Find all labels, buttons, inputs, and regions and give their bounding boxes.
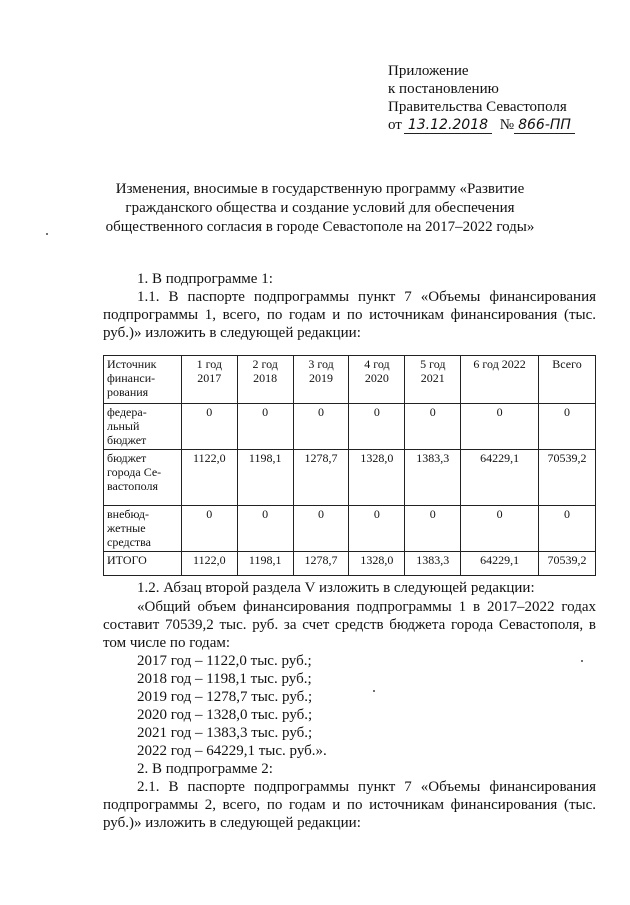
- table-cell: 1278,7: [293, 552, 349, 576]
- table-cell: внебюд-жетные средства: [104, 506, 182, 552]
- table-cell: 1328,0: [349, 552, 405, 576]
- table-cell: ИТОГО: [104, 552, 182, 576]
- table-cell: 1278,7: [293, 450, 349, 506]
- table-header-cell: 4 год 2020: [349, 356, 405, 404]
- list-item: 2018 год – 1198,1 тыс. руб.;: [137, 671, 312, 687]
- scan-speck: [46, 233, 48, 235]
- date-prefix: от: [388, 117, 402, 133]
- table-cell: 0: [461, 506, 539, 552]
- document-title: Изменения, вносимые в государственную программу «Развитие гражданского общества и создание условий для обеспечения общественного согласия в городе Севастополе на 2017–2022 годы»: [105, 181, 535, 235]
- table-cell: 0: [237, 404, 293, 450]
- table-row: [104, 404, 596, 450]
- scan-speck: [373, 690, 375, 692]
- handwritten-date: 13.12.2018: [404, 118, 492, 134]
- list-item: 2019 год – 1278,7 тыс. руб.;: [137, 689, 313, 705]
- list-item: 2020 год – 1328,0 тыс. руб.;: [137, 707, 313, 723]
- appendix-line-2: к постановлению: [388, 81, 499, 97]
- table-cell: 0: [539, 506, 596, 552]
- appendix-line-3: Правительства Севастополя: [388, 99, 567, 115]
- table-header-row: [104, 356, 596, 404]
- table-row: [104, 506, 596, 552]
- table-cell: 0: [405, 506, 461, 552]
- section-1-2-heading: 1.2. Абзац второй раздела V изложить в следующей редакции:: [137, 580, 535, 596]
- table-cell: 0: [539, 404, 596, 450]
- section-1-heading: 1. В подпрограмме 1:: [137, 271, 273, 287]
- year-list: [137, 652, 327, 760]
- appendix-block: [388, 62, 575, 134]
- table-cell: 0: [293, 404, 349, 450]
- paragraph-1-1: 1.1. В паспорте подпрограммы пункт 7 «Объемы финансирования подпрограммы 1, всего, по годам и по источникам финансирования (тыс. руб.)» изложить в следующей редакции:: [103, 289, 596, 341]
- table-cell: 0: [405, 404, 461, 450]
- financing-table: [103, 355, 596, 576]
- table-cell: 70539,2: [539, 552, 596, 576]
- table-header-cell: 5 год 2021: [405, 356, 461, 404]
- table-cell: 1383,3: [405, 552, 461, 576]
- section-2-heading: 2. В подпрограмме 2:: [137, 761, 273, 777]
- scan-speck: [581, 660, 583, 662]
- table-cell: 1383,3: [405, 450, 461, 506]
- appendix-date-line: [388, 116, 575, 134]
- list-item: 2022 год – 64229,1 тыс. руб.».: [137, 743, 327, 759]
- table-header-cell: 2 год 2018: [237, 356, 293, 404]
- table-cell: 1122,0: [181, 450, 237, 506]
- table-cell: 0: [349, 404, 405, 450]
- table-cell: 64229,1: [461, 450, 539, 506]
- table-cell: 1122,0: [181, 552, 237, 576]
- list-item: 2017 год – 1122,0 тыс. руб.;: [137, 653, 312, 669]
- table-cell: 1198,1: [237, 450, 293, 506]
- table-cell: 0: [349, 506, 405, 552]
- table-header-cell: Всего: [539, 356, 596, 404]
- table-header-cell: Источник финанси-рования: [104, 356, 182, 404]
- table-cell: 0: [181, 506, 237, 552]
- table-cell: 0: [237, 506, 293, 552]
- table-header-cell: 6 год 2022: [461, 356, 539, 404]
- paragraph-2-1: 2.1. В паспорте подпрограммы пункт 7 «Объемы финансирования подпрограммы 2, всего, по годам и по источникам финансирования (тыс. руб.)» изложить в следующей редакции:: [103, 779, 596, 831]
- table-header-cell: 3 год 2019: [293, 356, 349, 404]
- number-prefix: №: [499, 117, 515, 133]
- table-header-cell: 1 год 2017: [181, 356, 237, 404]
- table-cell: бюджет города Се-вастополя: [104, 450, 182, 506]
- table-cell: 64229,1: [461, 552, 539, 576]
- appendix-line-1: Приложение: [388, 63, 469, 79]
- handwritten-number: 866-ПП: [514, 118, 575, 134]
- paragraph-1-2-intro: «Общий объем финансирования подпрограммы 1 в 2017–2022 годах составит 70539,2 тыс. руб. за счет средств бюджета города Севастополя, в том числе по годам:: [103, 599, 596, 651]
- table-cell: 0: [461, 404, 539, 450]
- table-cell: 0: [293, 506, 349, 552]
- list-item: 2021 год – 1383,3 тыс. руб.;: [137, 725, 313, 741]
- table-cell: 0: [181, 404, 237, 450]
- table-row: [104, 552, 596, 576]
- table-cell: федера-льный бюджет: [104, 404, 182, 450]
- table-cell: 70539,2: [539, 450, 596, 506]
- table-row: [104, 450, 596, 506]
- table-cell: 1198,1: [237, 552, 293, 576]
- table-cell: 1328,0: [349, 450, 405, 506]
